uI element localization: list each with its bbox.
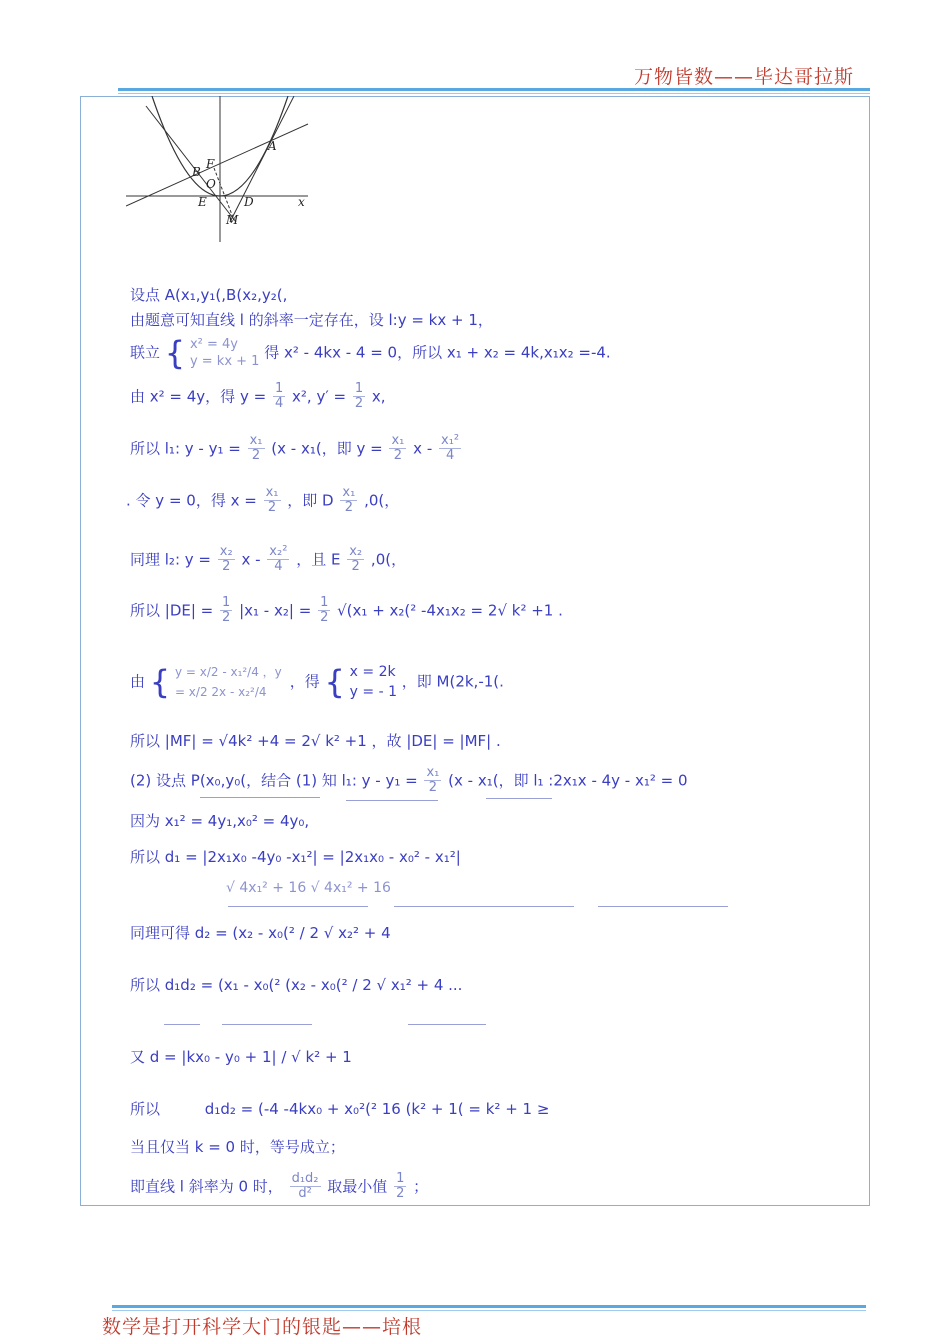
step-point-D: [126, 486, 399, 516]
frac-n: 1: [320, 595, 329, 610]
step-tangent-l2: [130, 545, 406, 575]
fig-label-x: x: [298, 195, 305, 209]
frac-n: 1: [354, 381, 364, 396]
frac-x1-2c: [264, 486, 281, 516]
sketch-line: [394, 906, 574, 907]
step-point-M: [130, 662, 504, 702]
tangent-text-b: (x - x₁(，即 y =: [271, 439, 383, 458]
system-result: 得 x² - 4kx - 4 = 0，所以 x₁ + x₂ = 4k,x₁x₂ =-4.: [264, 343, 611, 362]
system-prefix: 联立: [130, 343, 161, 362]
header-rule: [118, 88, 870, 91]
ratio-prefix: 所以: [130, 1100, 161, 1118]
sketch-line: [408, 1024, 486, 1025]
frac-d: 2: [344, 500, 353, 516]
system-eq-a: x² = 4y: [189, 337, 238, 352]
frac-n: x₁: [391, 433, 405, 448]
step-system: [130, 336, 611, 370]
frac-d: 4: [274, 396, 284, 412]
frac-x1-2b: [389, 434, 406, 464]
pointD-text-c: ,0(，: [364, 491, 400, 510]
step-conclusion: [130, 1172, 428, 1202]
brace-icon: {: [164, 334, 186, 372]
footer-rule-thin: [112, 1310, 866, 1311]
tangent2-text-a: 同理 l₂: y =: [130, 550, 211, 569]
tangent2-text-b: x -: [241, 550, 261, 569]
tangent2-text-c: ，且 E: [296, 550, 341, 569]
frac-x1-2: [248, 434, 265, 464]
content-frame: [80, 96, 870, 1206]
step-distance-d: 又 d = |kx₀ - y₀ + 1| / √ k² + 1: [130, 1048, 352, 1066]
ratio-expression: d₁d₂ = (-4 -4kx₀ + x₀²(² 16 (k² + 1( = k² + 1 ≥: [204, 1100, 550, 1118]
frac-n: x₂: [349, 544, 363, 559]
frac-x1-2d: [340, 486, 357, 516]
pointM-sol-y: y = - 1: [349, 684, 397, 700]
pointM-system: y = x/2 - x₁²/4 ，y = x/2 2x - x₂²/4: [174, 665, 282, 699]
frac-x2-2b: [347, 545, 364, 575]
step-equality-condition: 当且仅当 k = 0 时，等号成立；: [130, 1138, 345, 1156]
frac-d: 2: [428, 780, 438, 796]
tangent2-text-d: ,0(，: [370, 550, 407, 569]
frac-d1d2-d2: [290, 1172, 321, 1202]
sketch-line: [486, 798, 552, 799]
frac-half-c: [394, 1172, 406, 1202]
parabola-figure: [126, 96, 316, 246]
fig-label-D: D: [244, 195, 254, 209]
sketch-line: [164, 1024, 200, 1025]
step-set-points: 设点 A(x₁,y₁(,B(x₂,y₂(,: [130, 286, 288, 304]
fig-label-M: M: [226, 213, 239, 227]
pointD-text-a: . 令 y = 0，得 x =: [126, 491, 257, 510]
frac-d: d²: [298, 1186, 312, 1202]
frac-n: x₁: [426, 765, 440, 780]
frac-d: 2: [354, 396, 364, 412]
system-eq-b: y = kx + 1: [189, 354, 260, 369]
sketch-line: [200, 797, 320, 798]
step-line-equation: 由题意可知直线 l 的斜率一定存在，设 l:y = kx + 1，: [130, 311, 493, 329]
step-tangent-l1: [130, 434, 463, 464]
frac-n: x₂: [219, 544, 233, 559]
step-part2-intro: [130, 766, 688, 796]
deriv-text-b: x², y′ =: [292, 387, 347, 406]
pointM-solution: [350, 662, 397, 702]
deriv-text-a: 由 x² = 4y，得 y =: [130, 387, 267, 406]
pointM-mid: ，得: [289, 672, 320, 691]
step-distance-d1-denoms: √ 4x₁² + 16 √ 4x₁² + 16: [226, 880, 391, 896]
sketch-line: [228, 906, 368, 907]
step-product-d1d2: 所以 d₁d₂ = (x₁ - x₀(² (x₂ - x₀(² / 2 √ x₁² + 4 ...: [130, 976, 463, 994]
part2-text-a: (2) 设点 P(x₀,y₀(，结合 (1) 知 l₁: y - y₁ =: [130, 771, 418, 790]
frac-x1-2e: [424, 766, 441, 796]
DE-text-b: |x₁ - x₂| =: [239, 601, 312, 620]
pointD-text-b: ，即 D: [287, 491, 334, 510]
frac-half: [220, 596, 232, 626]
conclusion-text-a: 即直线 l 斜率为 0 时，: [130, 1177, 283, 1196]
frac-1-2: [353, 382, 365, 412]
tangent-text-a: 所以 l₁: y - y₁ =: [130, 439, 241, 458]
fig-label-A: A: [268, 139, 277, 153]
step-parabola-points: 因为 x₁² = 4y₁,x₀² = 4y₀,: [130, 812, 310, 830]
frac-n: x₁: [249, 433, 263, 448]
frac-x2-2: [218, 545, 235, 575]
frac-1-4: [273, 382, 285, 412]
frac-d: 4: [274, 559, 283, 575]
frac-n: 1: [274, 381, 284, 396]
frac-d: 2: [351, 559, 360, 575]
footer-rule: [112, 1305, 866, 1308]
line-l: [126, 124, 308, 206]
header-title: 万物皆数——毕达哥拉斯: [633, 66, 854, 88]
frac-n: d₁d₂: [291, 1171, 319, 1186]
frac-d: 2: [320, 610, 329, 626]
fig-label-B: B: [192, 165, 201, 179]
frac-d: 2: [267, 500, 277, 516]
frac-x2sq-4: [267, 545, 289, 575]
conclusion-text-c: ；: [413, 1177, 429, 1196]
frac-x1sq-4: [439, 434, 461, 464]
frac-d: 2: [396, 1186, 405, 1202]
fig-label-E: E: [198, 195, 207, 209]
frac-n: x₁: [342, 485, 356, 500]
fig-label-O: O: [206, 177, 216, 191]
conclusion-text-b: 取最小值: [327, 1177, 388, 1196]
frac-n: x₁: [265, 485, 279, 500]
tangent-l2: [146, 106, 236, 222]
pointM-prefix: 由: [130, 672, 146, 691]
frac-d: 4: [445, 448, 455, 464]
DE-text-c: √(x₁ + x₂(² -4x₁x₂ = 2√ k² +1 .: [337, 601, 563, 620]
header-rule-thin: [118, 93, 870, 94]
DE-text-a: 所以 |DE| =: [130, 601, 214, 620]
step-MF-equal: 所以 |MF| = √4k² +4 = 2√ k² +1 ，故 |DE| = |MF| .: [130, 732, 501, 750]
frac-n: 1: [396, 1171, 405, 1186]
step-derivative: [130, 382, 386, 412]
frac-n: x₁²: [441, 433, 460, 448]
step-distance-d2: 同理可得 d₂ = (x₂ - x₀(² / 2 √ x₂² + 4: [130, 924, 391, 942]
sketch-line: [222, 1024, 312, 1025]
frac-half-b: [318, 596, 330, 626]
frac-n: x₂²: [269, 544, 288, 559]
step-DE-length: [130, 596, 563, 626]
part2-text-b: (x - x₁(，即 l₁ :2x₁x - 4y - x₁² = 0: [448, 771, 688, 790]
brace-icon: {: [324, 663, 345, 701]
frac-d: 2: [393, 448, 403, 464]
footer-motto: 数学是打开科学大门的银匙——培根: [102, 1316, 423, 1338]
tangent-l1: [230, 96, 294, 222]
frac-d: 2: [222, 559, 231, 575]
step-ratio: [130, 1098, 549, 1119]
system-eqs: [190, 336, 260, 370]
deriv-text-c: x,: [371, 387, 386, 406]
fig-label-F: F: [206, 157, 215, 171]
frac-d: 2: [251, 448, 261, 464]
pointM-end: ，即 M(2k,-1(.: [401, 672, 504, 691]
brace-icon: {: [149, 663, 171, 701]
pointM-sol-x: x = 2k: [349, 664, 396, 680]
step-distance-d1: 所以 d₁ = |2x₁x₀ -4y₀ -x₁²| = |2x₁x₀ - x₀² - x₁²|: [130, 848, 461, 866]
frac-n: 1: [222, 595, 231, 610]
frac-d: 2: [222, 610, 231, 626]
tangent-text-c: x -: [413, 439, 433, 458]
sketch-line: [598, 906, 728, 907]
sketch-line: [346, 800, 438, 801]
